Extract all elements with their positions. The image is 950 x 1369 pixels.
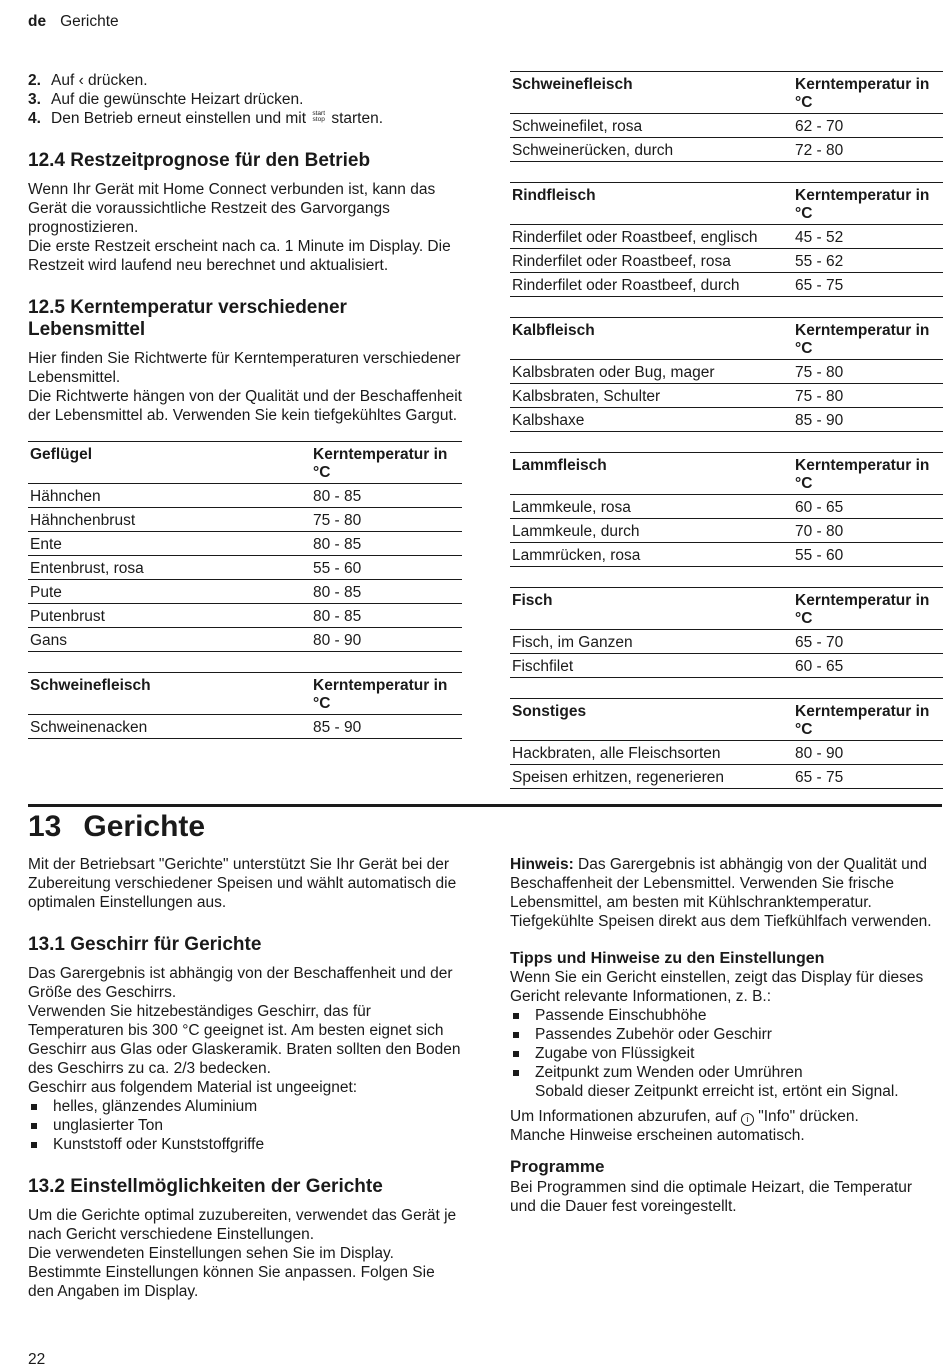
step-item: 4. Den Betrieb erneut einstellen und mit start stop starten. bbox=[28, 110, 384, 127]
table-category-header: Rindfleisch bbox=[510, 183, 793, 225]
temperature-table bbox=[510, 698, 943, 789]
temperature-table bbox=[28, 672, 462, 739]
table-row bbox=[510, 543, 943, 567]
table-row bbox=[28, 604, 462, 628]
section-title-13-2: 13.2 Einstellmöglichkeiten der Gerichte bbox=[28, 1176, 383, 1197]
table-category-header: Lammfleisch bbox=[510, 453, 793, 495]
temperature-cell: 80 - 85 bbox=[311, 532, 462, 556]
temperature-tables-left bbox=[28, 441, 462, 739]
table-row bbox=[510, 408, 943, 432]
page-number: 22 bbox=[28, 1351, 46, 1368]
table-category-header: Schweinefleisch bbox=[28, 673, 311, 715]
food-cell: Putenbrust bbox=[28, 604, 311, 628]
paragraph: Die Richtwerte hängen von der Qualität und der Beschaffenheit der Lebensmittel ab. Verwenden Sie kein tiefgekühltes Gargut. bbox=[28, 388, 462, 424]
food-cell: Lammkeule, durch bbox=[510, 519, 793, 543]
temperature-cell: 65 - 70 bbox=[793, 630, 943, 654]
table-temperature-header: Kerntemperatur in °C bbox=[793, 699, 943, 741]
left-column-upper bbox=[28, 71, 462, 739]
table-temperature-header: Kerntemperatur in °C bbox=[311, 673, 462, 715]
paragraph: Das Garergebnis ist abhängig von der Beschaffenheit und der Größe des Geschirrs. bbox=[28, 965, 453, 1001]
right-column-lower bbox=[510, 855, 935, 1216]
table-row bbox=[28, 580, 462, 604]
table-header-row bbox=[510, 699, 943, 741]
temperature-cell: 55 - 60 bbox=[311, 556, 462, 580]
temperature-cell: 75 - 80 bbox=[311, 508, 462, 532]
food-cell: Hähnchenbrust bbox=[28, 508, 311, 532]
temperature-cell: 80 - 90 bbox=[793, 741, 943, 765]
food-cell: Lammrücken, rosa bbox=[510, 543, 793, 567]
food-cell: Entenbrust, rosa bbox=[28, 556, 311, 580]
table-row bbox=[510, 384, 943, 408]
paragraph: Um die Gerichte optimal zuzubereiten, verwendet das Gerät je nach Gericht verschiedene Einstellungen. bbox=[28, 1207, 457, 1243]
temperature-cell: 85 - 90 bbox=[793, 408, 943, 432]
temperature-cell: 45 - 52 bbox=[793, 225, 943, 249]
table-temperature-header: Kerntemperatur in °C bbox=[793, 453, 943, 495]
temperature-cell: 65 - 75 bbox=[793, 273, 943, 297]
temperature-cell: 75 - 80 bbox=[793, 360, 943, 384]
temperature-cell: 75 - 80 bbox=[793, 384, 943, 408]
temperature-cell: 60 - 65 bbox=[793, 654, 943, 678]
temperature-cell: 60 - 65 bbox=[793, 495, 943, 519]
chapter-title: 13 Gerichte bbox=[28, 810, 206, 843]
hint-paragraph: Hinweis: Das Garergebnis ist abhängig von der Qualität und Beschaffenheit der Lebensmittel. Verwenden Sie frische Lebensmittel, am besten mit Kühlschranktemperatur. Tiefgekühlte Speisen direkt aus dem Tiefkühlfach verwenden. bbox=[510, 856, 932, 930]
header-title: Gerichte bbox=[60, 13, 119, 30]
table-row bbox=[28, 484, 462, 508]
food-cell: Rinderfilet oder Roastbeef, durch bbox=[510, 273, 793, 297]
food-cell: Rinderfilet oder Roastbeef, englisch bbox=[510, 225, 793, 249]
temperature-table bbox=[510, 182, 943, 297]
table-temperature-header: Kerntemperatur in °C bbox=[793, 588, 943, 630]
temperature-table bbox=[28, 441, 462, 652]
food-cell: Ente bbox=[28, 532, 311, 556]
food-cell: Speisen erhitzen, regenerieren bbox=[510, 765, 793, 789]
table-row bbox=[510, 114, 943, 138]
table-header-row bbox=[28, 673, 462, 715]
temperature-cell: 85 - 90 bbox=[311, 715, 462, 739]
table-header-row bbox=[510, 588, 943, 630]
step-item: 2. Auf ‹ drücken. bbox=[28, 72, 148, 89]
temperature-table bbox=[510, 452, 943, 567]
food-cell: Hähnchen bbox=[28, 484, 311, 508]
chapter-intro: Mit der Betriebsart "Gerichte" unterstützt Sie Ihr Gerät bei der Zubereitung verschiedener Speisen und wählt automatisch die optimalen Einstellungen aus. bbox=[28, 856, 457, 911]
temperature-cell: 72 - 80 bbox=[793, 138, 943, 162]
food-cell: Pute bbox=[28, 580, 311, 604]
food-cell: Fisch, im Ganzen bbox=[510, 630, 793, 654]
table-temperature-header: Kerntemperatur in °C bbox=[793, 183, 943, 225]
food-cell: Schweinerücken, durch bbox=[510, 138, 793, 162]
table-category-header: Sonstiges bbox=[510, 699, 793, 741]
section-title-12-4: 12.4 Restzeitprognose für den Betrieb bbox=[28, 150, 371, 171]
paragraph: Verwenden Sie hitzebeständiges Geschirr, das für Temperaturen bis 300 °C geeignet ist. Am besten eignet sich Geschirr aus Glas oder Glaskeramik. Braten sollten den Boden des Geschirrs zu ca. 2/3 bedecken. bbox=[28, 1003, 461, 1077]
temperature-cell: 65 - 75 bbox=[793, 765, 943, 789]
list-item: Kunststoff oder Kunststoffgriffe bbox=[28, 1135, 462, 1154]
tips-list bbox=[510, 1006, 935, 1101]
unsuitable-material-list bbox=[28, 1097, 462, 1154]
paragraph: Geschirr aus folgendem Material ist ungeeignet: bbox=[28, 1079, 358, 1096]
table-row bbox=[510, 495, 943, 519]
right-column-upper bbox=[510, 71, 943, 789]
table-header-row bbox=[510, 183, 943, 225]
list-item: Zugabe von Flüssigkeit bbox=[510, 1044, 935, 1063]
temperature-table bbox=[510, 317, 943, 432]
temperature-table bbox=[510, 587, 943, 678]
table-row bbox=[510, 654, 943, 678]
language-code: de bbox=[28, 13, 47, 30]
table-header-row bbox=[510, 318, 943, 360]
table-row bbox=[28, 532, 462, 556]
paragraph: Die erste Restzeit erscheint nach ca. 1 Minute im Display. Die Restzeit wird laufend neu berechnet und aktualisiert. bbox=[28, 238, 451, 274]
list-item: helles, glänzendes Aluminium bbox=[28, 1097, 462, 1116]
table-temperature-header: Kerntemperatur in °C bbox=[793, 72, 943, 114]
table-row bbox=[510, 138, 943, 162]
page-header bbox=[28, 12, 119, 31]
paragraph: Bei Programmen sind die optimale Heizart, die Temperatur und die Dauer fest voreingestellt. bbox=[510, 1179, 913, 1215]
step-item: 3. Auf die gewünschte Heizart drücken. bbox=[28, 91, 304, 108]
food-cell: Schweinefilet, rosa bbox=[510, 114, 793, 138]
list-item: unglasierter Ton bbox=[28, 1116, 462, 1135]
chapter-divider bbox=[28, 804, 942, 807]
table-header-row bbox=[510, 453, 943, 495]
list-item: Zeitpunkt zum Wenden oder Umrühren Sobald dieser Zeitpunkt erreicht ist, ertönt ein Signal. bbox=[510, 1063, 935, 1101]
table-row bbox=[510, 249, 943, 273]
temperature-cell: 80 - 90 bbox=[311, 628, 462, 652]
food-cell: Fischfilet bbox=[510, 654, 793, 678]
food-cell: Lammkeule, rosa bbox=[510, 495, 793, 519]
temperature-table bbox=[510, 71, 943, 162]
table-temperature-header: Kerntemperatur in °C bbox=[311, 442, 462, 484]
table-category-header: Fisch bbox=[510, 588, 793, 630]
table-row bbox=[510, 519, 943, 543]
table-row bbox=[510, 741, 943, 765]
temperature-cell: 62 - 70 bbox=[793, 114, 943, 138]
list-item: Passende Einschubhöhe bbox=[510, 1006, 935, 1025]
section-title-13-1: 13.1 Geschirr für Gerichte bbox=[28, 934, 262, 955]
table-category-header: Geflügel bbox=[28, 442, 311, 484]
paragraph: Wenn Sie ein Gericht einstellen, zeigt das Display für dieses Gericht relevante Informationen, z. B.: bbox=[510, 969, 924, 1005]
table-row bbox=[510, 273, 943, 297]
table-row bbox=[28, 628, 462, 652]
table-row bbox=[510, 765, 943, 789]
table-temperature-header: Kerntemperatur in °C bbox=[793, 318, 943, 360]
table-row bbox=[510, 630, 943, 654]
food-cell: Kalbsbraten oder Bug, mager bbox=[510, 360, 793, 384]
table-header-row bbox=[510, 72, 943, 114]
table-header-row bbox=[28, 442, 462, 484]
info-icon: i bbox=[741, 1113, 754, 1126]
tips-title: Tipps und Hinweise zu den Einstellungen bbox=[510, 950, 825, 967]
start-stop-icon: start stop bbox=[312, 110, 326, 123]
programme-title: Programme bbox=[510, 1157, 605, 1176]
temperature-cell: 55 - 62 bbox=[793, 249, 943, 273]
table-category-header: Schweinefleisch bbox=[510, 72, 793, 114]
food-cell: Kalbsbraten, Schulter bbox=[510, 384, 793, 408]
back-arrow-icon: ‹ bbox=[78, 72, 84, 89]
temperature-cell: 80 - 85 bbox=[311, 580, 462, 604]
table-row bbox=[510, 360, 943, 384]
temperature-cell: 55 - 60 bbox=[793, 543, 943, 567]
temperature-cell: 80 - 85 bbox=[311, 604, 462, 628]
paragraph: Manche Hinweise erscheinen automatisch. bbox=[510, 1127, 805, 1144]
table-row bbox=[28, 715, 462, 739]
paragraph: Die verwendeten Einstellungen sehen Sie im Display. Bestimmte Einstellungen können Sie anpassen. Folgen Sie den Angaben im Display. bbox=[28, 1245, 435, 1300]
paragraph: Hier finden Sie Richtwerte für Kerntemperaturen verschiedener Lebensmittel. bbox=[28, 350, 461, 386]
list-item: Passendes Zubehör oder Geschirr bbox=[510, 1025, 935, 1044]
paragraph: Um Informationen abzurufen, auf i "Info" drücken. bbox=[510, 1108, 859, 1125]
table-row bbox=[28, 508, 462, 532]
table-row bbox=[28, 556, 462, 580]
food-cell: Kalbshaxe bbox=[510, 408, 793, 432]
temperature-cell: 70 - 80 bbox=[793, 519, 943, 543]
table-category-header: Kalbfleisch bbox=[510, 318, 793, 360]
temperature-tables-right bbox=[510, 71, 943, 789]
table-row bbox=[510, 225, 943, 249]
temperature-cell: 80 - 85 bbox=[311, 484, 462, 508]
food-cell: Schweinenacken bbox=[28, 715, 311, 739]
list-item-sub: Sobald dieser Zeitpunkt erreicht ist, ertönt ein Signal. bbox=[535, 1083, 899, 1100]
food-cell: Hackbraten, alle Fleischsorten bbox=[510, 741, 793, 765]
food-cell: Rinderfilet oder Roastbeef, rosa bbox=[510, 249, 793, 273]
section-title-12-5: 12.5 Kerntemperatur verschiedener Lebensmittel bbox=[28, 297, 347, 340]
paragraph: Wenn Ihr Gerät mit Home Connect verbunden ist, kann das Gerät die voraussichtliche Restzeit des Garvorgangs prognostizieren. bbox=[28, 181, 436, 236]
food-cell: Gans bbox=[28, 628, 311, 652]
step-list bbox=[28, 71, 462, 128]
left-column-lower bbox=[28, 855, 462, 1301]
